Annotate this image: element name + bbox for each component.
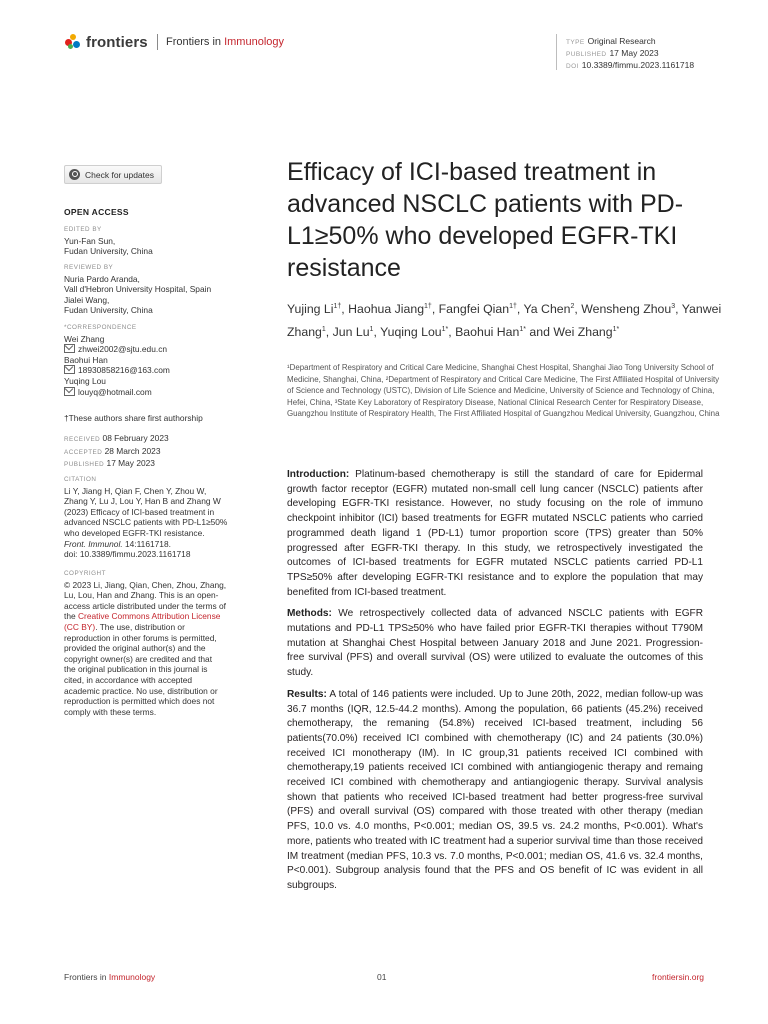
received-row	[64, 433, 244, 446]
doi-value[interactable]: 10.3389/fimmu.2023.1161718	[581, 60, 695, 70]
citation-line: who developed EGFR-TKI resistance.	[64, 527, 205, 538]
mail-icon	[64, 387, 75, 396]
author-name[interactable]: Yuqing Lou$^{1*}$	[380, 324, 449, 339]
citation-line: Zhang Y, Lu J, Lou Y, Han B and Zhang W	[64, 496, 221, 507]
edited-by-label: EDITED BY	[64, 226, 102, 233]
author-name[interactable]: Baohui Han$^{1*}$	[455, 324, 526, 339]
citation-journal-line	[64, 539, 244, 550]
introduction-heading: Introduction:	[287, 469, 350, 480]
methods-heading: Methods:	[287, 608, 332, 620]
received-date: 08 February 2023	[102, 433, 169, 443]
copyright-line: comply with these terms.	[64, 706, 157, 717]
journal-prefix: Frontiers in	[166, 36, 225, 48]
citation-line: (2023) Efficacy of ICI-based treatment in	[64, 506, 215, 517]
author-name[interactable]: Wei Zhang$^{1*}$	[553, 324, 620, 339]
corresponding-author: Baohui Han	[64, 354, 108, 365]
published-label: PUBLISHED	[64, 461, 105, 469]
doi-meta[interactable]	[566, 59, 694, 73]
check-for-updates-button[interactable]	[64, 165, 162, 184]
copyright-line: reproduction in other forums is permitted,	[64, 632, 217, 643]
header-divider	[157, 34, 158, 50]
published-value: 17 May 2023	[609, 48, 659, 58]
copyright-line: © 2023 Li, Jiang, Qian, Chen, Zhou, Zhang,	[64, 579, 227, 590]
citation-journal: Front. Immunol.	[64, 538, 123, 549]
copyright-section	[64, 569, 244, 717]
type-label: TYPE	[566, 39, 585, 46]
footer-journal-prefix: Frontiers in	[64, 972, 109, 982]
meta-divider	[556, 34, 557, 70]
results-text: A total of 146 patients were included. Up to June 20th, 2022, median follow-up was 36.7 months (IQR, 12.5-44.2 months). Among the population, 66 patients (45.2%) received chemotherapy, the remaning (54.8%) received ICI-based treatment, including 56 patients(70.0%) received ICI combined with chemotherapy (IC) and 24 patients (30.0%) received ICI monotherapy (IM). In IC group,31 patients received ICI combined with chemotherapy,19 patients received ICI combined with antiangiogenic therapy and remaing received ICI combined with chemotherapy and antiangiogenic therapy. Survival analysis shown that patients who received ICI-based treatment had better progress-free survival (PFS) and overall survival (OS) compared with those treated with other therapy (median PFS, 10.0 vs. 4.0 months, P<0.001; median OS, 39.5 vs. 24.2 months, P<0.001). What's more, patients who treated with IC treatment had a superior survival time than those received IM treatment (median PFS, 10.3 vs. 7.0 months, P<0.001; median OS, 41.6 vs. 32.4 months, P<0.001). Subgroup analysis found that the PFS and OS benefit of IC was evident in all subgroups.	[287, 688, 703, 891]
journal-title: Immunology	[224, 36, 284, 48]
copyright-line: cited, in accordance with accepted	[64, 674, 193, 685]
author-affiliation-marker: 1*	[441, 325, 449, 333]
refresh-icon	[69, 169, 80, 180]
copyright-line: access article distributed under the terms of	[64, 600, 226, 611]
corresponding-author: Yuqing Lou	[64, 375, 106, 386]
citation-label: CITATION	[64, 476, 97, 483]
author-name[interactable]: Jun Lu$^1$	[332, 324, 374, 339]
equal-contribution-note: †These authors share first authorship	[64, 413, 203, 423]
mail-icon	[64, 365, 75, 374]
correspondence-label: *CORRESPONDENCE	[64, 324, 137, 331]
footer-journal-name: Immunology	[108, 972, 156, 982]
citation-section	[64, 475, 244, 560]
editor-name: Yun-Fan Sun,	[64, 235, 116, 246]
citation-volume: 14:1161718.	[122, 538, 171, 549]
accepted-date: 28 March 2023	[104, 445, 161, 456]
results-heading: Results:	[287, 688, 327, 700]
mail-icon	[64, 344, 75, 353]
author-name[interactable]: Fangfei Qian$^{1\dagger}$	[438, 302, 517, 317]
abstract-methods	[287, 607, 703, 681]
affiliations: ¹Department of Respiratory and Critical Care Medicine, Shanghai Chest Hospital, Shanghai Jiao Tong University School of Medicine, Shanghai, China, ²Department of Respiratory and Critical Care Medicine, The First Affiliated Hospital of University of Science and Technology (USTC), Division of Life Science and Medicine, University of Science and Technology of China, Hefei, China, ³State Key Laboratory of Respiratory Disease, National Clinical Research Center for Respiratory Disease, Guangzhou Institute of Respiratory Health, The First Affiliated Hospital of Guangzhou Medical University, Guangzhou, China	[287, 363, 720, 418]
journal-name[interactable]	[166, 36, 284, 48]
correspondence-section	[64, 323, 244, 397]
author-name[interactable]: Haohua Jiang$^{1\dagger}$	[348, 302, 432, 317]
introduction-text: Platinum-based chemotherapy is still the standard of care for Epidermal growth factor receptor (EGFR) mutated non-small cell lung cancer (NSCLC) patients after developing EGFR-TKI resistance. However, no study focusing on the role of immuno checkpoint inhibitor (ICI) based treatments for EGFR mutated NSCLC patients who carried programmed death ligand 1 (PD-L1) tumor proportion score (TPS) greater than 50% progressed after EGFR-TKI therapy. In this study, we retrospectively investigated the outcomes of ICI-based treatments for EGFR mutated NSCLC patients carried PD-L1 TPS≥50% after developing EGFR-TKI resistance and to explore the population that may benefited from ICI-based treatment.	[287, 469, 703, 598]
author-name[interactable]: Ya Chen$^2$	[523, 302, 575, 317]
published-label: PUBLISHED	[566, 51, 607, 58]
citation-doi[interactable]: doi: 10.3389/fimmu.2023.1161718	[64, 549, 191, 560]
open-access-label: OPEN ACCESS	[64, 207, 129, 217]
license-link[interactable]: Creative Commons Attribution License	[77, 611, 221, 622]
copyright-line: copyright owner(s) are credited and that	[64, 653, 213, 664]
accepted-label: ACCEPTED	[64, 448, 103, 456]
copyright-line	[64, 611, 244, 622]
footer-journal[interactable]	[64, 972, 155, 982]
reviewer-affiliation: Fudan University, China	[64, 305, 153, 316]
corresponding-author: Wei Zhang	[64, 333, 105, 344]
email-row[interactable]	[64, 344, 244, 355]
author-list: Yujing $Li^{1\dagger}$, Haohua Jiang$^{1\dagger}$, Fangfei Qian$^{1\dagger}$, Ya Chen$^2$, Wensheng Zhou$^3$, Yanwei Zhang$^1$, Jun Lu$^1$, Yuqing Lou$^{1*}$, Baohui Han$^{1*}$ and Wei Zhang$^{1*}$	[287, 302, 722, 339]
email-link[interactable]: zhwei2002@sjtu.edu.cn	[78, 344, 168, 355]
author-affiliation-marker: 1	[369, 325, 374, 333]
editor-affiliation: Fudan University, China	[64, 246, 153, 257]
author-affiliation-marker: 1†	[333, 303, 342, 310]
license-link[interactable]: (CC BY)	[64, 621, 96, 632]
author-affiliation-marker: 2	[570, 303, 575, 310]
copyright-line: reproduction is permitted which does not	[64, 696, 215, 707]
copyright-line: the original publication in this journal is	[64, 664, 208, 675]
reviewer-affiliation: Vall d'Hebron University Hospital, Spain	[64, 284, 212, 295]
abstract-introduction	[287, 468, 703, 600]
copyright-text: . The use, distribution or	[95, 621, 185, 632]
author-affiliation-marker: 1†	[424, 303, 432, 310]
citation-line: Li Y, Jiang H, Qian F, Chen Y, Zhou W,	[64, 485, 207, 496]
author-name[interactable]: Wensheng Zhou$^3$	[581, 302, 676, 317]
abstract	[287, 468, 703, 901]
author-name[interactable]: Yujing $Li^{1\dagger}$	[287, 302, 342, 317]
author-name[interactable]: Yanwei Zhang$^1$	[287, 302, 722, 339]
received-label: RECEIVED	[64, 436, 101, 443]
page-number: 01	[377, 972, 387, 982]
brand-name: frontiers	[86, 33, 148, 51]
accepted-row	[64, 446, 244, 459]
methods-text: We retrospectively collected data of advanced NSCLC patients with EGFR mutations and PD-L1 TPS≥50% who have failed prior EGFR-TKI therapies without T790M mutation at Shanghai Chest Hospital between January 2018 and June 2021. Progression-free survival (PFS) and overall survival (OS) were utilized to evaluate the outcomes of this study.	[287, 608, 703, 679]
reviewer-name: Nuria Pardo Aranda,	[64, 273, 140, 284]
dates-section	[64, 433, 244, 471]
author-affiliation-marker: 3	[671, 303, 676, 310]
copyright-line: provided the original author(s) and the	[64, 643, 206, 654]
published-row	[64, 458, 244, 471]
frontiers-logo-icon	[64, 33, 82, 51]
reviewed-by-section	[64, 263, 244, 316]
email-row[interactable]	[64, 387, 244, 398]
published-date: 17 May 2023	[106, 458, 155, 469]
article-title: Efficacy of ICI-based treatment in advanced NSCLC patients with PD-L1≥50% who developed EGFR-TKI resistance	[287, 158, 684, 282]
email-link[interactable]: louyq@hotmail.com	[78, 386, 152, 397]
doi-label: DOI	[566, 63, 579, 70]
copyright-label: COPYRIGHT	[64, 570, 106, 577]
author-affiliation-marker: 1†	[509, 303, 517, 310]
reviewer-name: Jialei Wang,	[64, 294, 110, 305]
frontiers-logo[interactable]	[64, 32, 148, 52]
check-for-updates-label: Check for updates	[85, 169, 154, 180]
email-link[interactable]: 18930858216@163.com	[78, 365, 170, 376]
copyright-text: the	[64, 611, 78, 622]
copyright-line	[64, 622, 244, 633]
author-affiliation-marker: 1*	[612, 325, 620, 333]
copyright-line: Lu, Lou, Han and Zhang. This is an open-	[64, 590, 219, 601]
author-affiliation-marker: 1*	[519, 325, 526, 333]
citation-line: advanced NSCLC patients with PD-L1≥50%	[64, 517, 228, 528]
author-affiliation-marker: 1	[321, 325, 326, 333]
abstract-results	[287, 688, 703, 894]
reviewed-by-label: REVIEWED BY	[64, 264, 114, 271]
email-row[interactable]	[64, 365, 244, 376]
type-value: Original Research	[587, 36, 656, 46]
copyright-line: academic practice. No use, distribution or	[64, 685, 218, 696]
footer-site-link[interactable]: frontiersin.org	[652, 972, 704, 982]
edited-by-section	[64, 225, 244, 257]
